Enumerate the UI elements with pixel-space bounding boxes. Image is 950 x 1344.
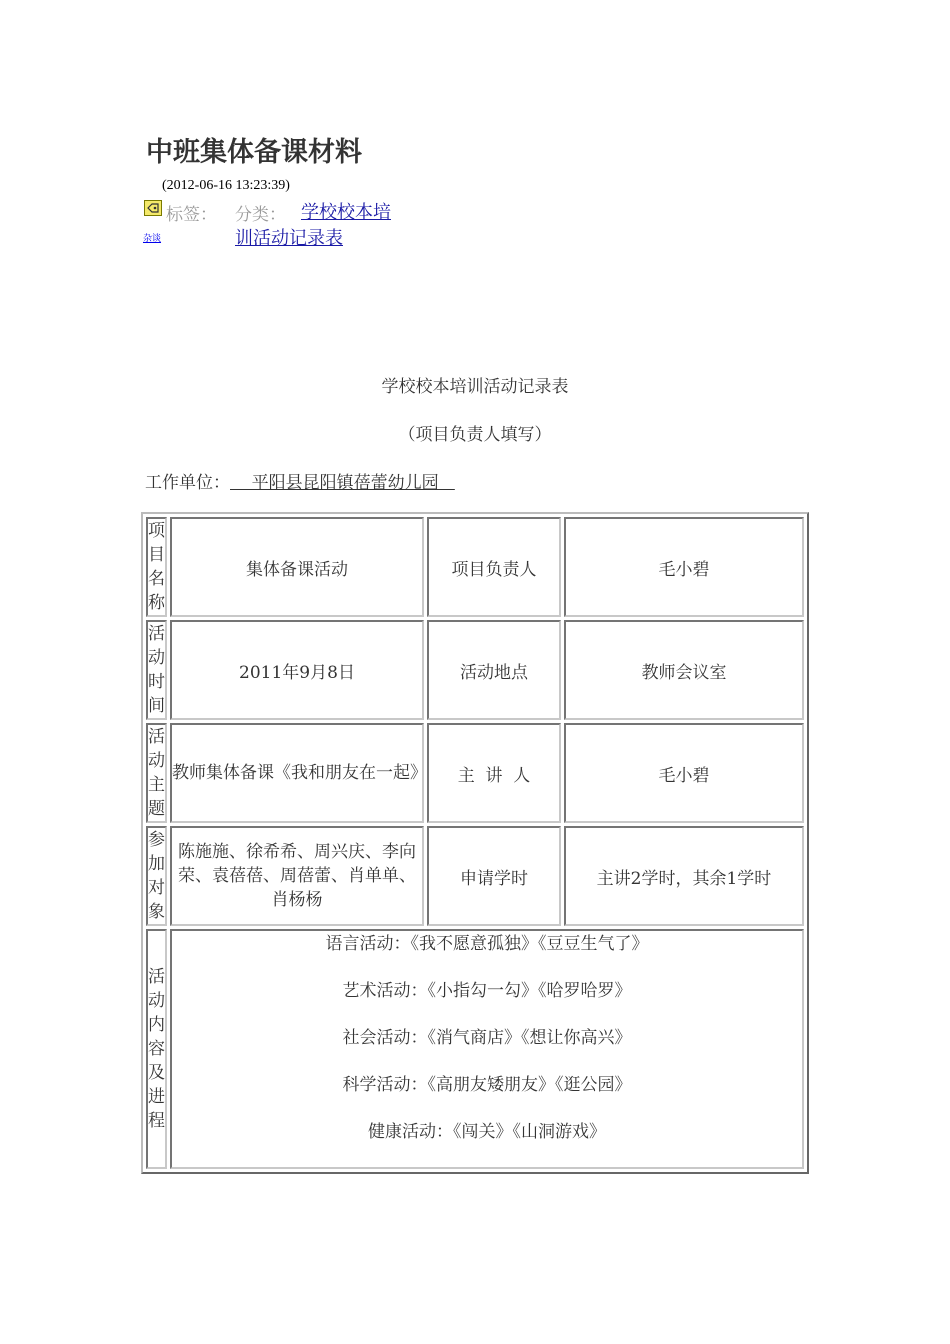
table-cell: 教师会议室 — [564, 620, 804, 720]
work-unit-value: 平阳县昆阳镇蓓蕾幼儿园 — [230, 473, 455, 493]
category-link-text[interactable]: 学校校本培训活动记录表 — [235, 202, 391, 249]
activity-content — [170, 929, 804, 1169]
table-cell: 教师集体备课《我和朋友在一起》 — [170, 723, 424, 823]
content-line: 社会活动：《消气商店》《想让你高兴》 — [342, 1027, 632, 1048]
table-cell: 项目负责人 — [427, 517, 561, 617]
table-row — [146, 826, 804, 926]
form-subtitle: （项目负责人填写） — [398, 425, 552, 445]
table-cell: 主讲2学时，其余1学时 — [564, 826, 804, 926]
row-header: 参加对象 — [146, 826, 167, 926]
table-cell: 活动地点 — [427, 620, 561, 720]
table-cell: 申请学时 — [427, 826, 561, 926]
page-title: 中班集体备课材料 — [146, 137, 362, 168]
row-header: 活动内容及进程 — [146, 929, 167, 1169]
record-table — [141, 512, 809, 1174]
post-date: (2012-06-16 13:23:39) — [162, 178, 290, 193]
row-header: 项目名称 — [146, 517, 167, 617]
work-unit-label: 工作单位： — [145, 473, 230, 493]
row-header: 活动主题 — [146, 723, 167, 823]
table-row — [146, 620, 804, 720]
content-line: 科学活动：《高朋友矮朋友》《逛公园》 — [342, 1074, 632, 1095]
table-cell: 毛小碧 — [564, 723, 804, 823]
content-line: 健康活动：《闯关》《山洞游戏》 — [368, 1121, 606, 1142]
content-line: 艺术活动：《小指勾一勾》《哈罗哈罗》 — [342, 980, 632, 1001]
table-cell: 2011年9月8日 — [170, 620, 424, 720]
tag-icon — [144, 200, 162, 216]
table-row — [146, 929, 804, 1169]
tag-label: 标签： — [166, 205, 217, 225]
category-label: 分类： — [235, 205, 286, 225]
row-header: 活动时间 — [146, 620, 167, 720]
table-cell: 陈施施、徐希希、周兴庆、李向荣、袁蓓蓓、周蓓蕾、肖单单、肖杨杨 — [170, 826, 424, 926]
table-cell: 主 讲 人 — [427, 723, 561, 823]
category-link[interactable] — [235, 200, 405, 252]
tag-link-misc[interactable]: 杂谈 — [143, 234, 162, 244]
table-row — [146, 723, 804, 823]
form-title: 学校校本培训活动记录表 — [381, 377, 569, 397]
table-cell: 毛小碧 — [564, 517, 804, 617]
table-cell: 集体备课活动 — [170, 517, 424, 617]
table-row — [146, 517, 804, 617]
content-line: 语言活动：《我不愿意孤独》《豆豆生气了》 — [325, 933, 649, 954]
work-unit — [145, 468, 455, 493]
